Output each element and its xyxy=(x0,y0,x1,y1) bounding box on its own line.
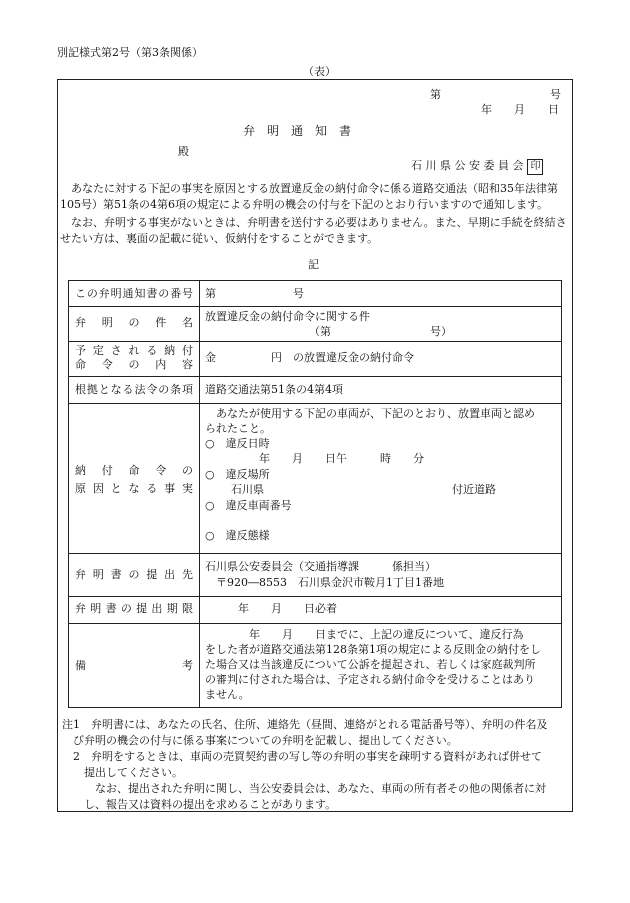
table-row-divider xyxy=(69,306,561,307)
note-3-line-1: なお、提出された弁明に関し、当公安委員会は、あなた、車両の所有者その他の関係者に対 xyxy=(62,782,546,795)
document-title: 弁 明 通 知 書 xyxy=(243,124,352,138)
row-subject-value-1: 放置違反金の納付命令に関する件 xyxy=(205,310,370,323)
note-3-line-2: し、報告又は資料の提出を求めることがあります。 xyxy=(62,798,337,811)
row-deadline-value: 年 月 日必着 xyxy=(205,602,337,615)
row-order-label-2: 命 令 の 内 容 xyxy=(75,358,193,371)
row-facts-label-1: 納 付 命 令 の xyxy=(75,464,193,477)
intro-paragraph-2: なお、弁明する事実がないときは、弁明書を送付する必要はありません。また、早期に手続を終結させたい方は、裏面の記載に従い、仮納付をすることができます。 xyxy=(60,216,567,245)
row-facts-item-datetime: ○ 違反日時 xyxy=(205,437,270,450)
row-facts-text-2: られたこと。 xyxy=(205,422,271,435)
row-facts-item-manner: ○ 違反態様 xyxy=(205,529,270,542)
row-remarks-text-4: の審判に付された場合は、予定される納付命令を受けることはあり xyxy=(205,673,535,686)
row-submit-to-label: 弁 明 書 の 提 出 先 xyxy=(75,568,193,581)
row-order-label-1: 予定される納付 xyxy=(75,344,193,357)
date-year: 年 xyxy=(481,103,492,116)
row-number-value: 第 号 xyxy=(205,287,304,300)
table-row-divider xyxy=(69,403,561,404)
ki-heading: 記 xyxy=(308,258,319,271)
row-facts-label-2: 原 因 と な る 事 実 xyxy=(75,482,193,495)
row-remarks-label: 備 考 xyxy=(75,659,193,672)
note-2-line-1: 2 弁明をするときは、車両の売買契約書の写し等の弁明の事実を疎明する資料があれば併せて xyxy=(62,750,542,763)
table-row-divider xyxy=(69,341,561,342)
issuer-line xyxy=(411,157,543,175)
row-number-label: この弁明通知書の番号 xyxy=(75,287,193,300)
row-remarks-text-1: 年 月 日までに、上記の違反について、違反行為 xyxy=(205,628,524,641)
row-subject-label: 弁 明 の 件 名 xyxy=(75,316,193,329)
number-prefix: 第 xyxy=(430,88,441,101)
table-row-divider xyxy=(69,596,561,597)
intro-paragraph-1: あなたに対する下記の事実を原因とする放置違反金の納付命令に係る道路交通法（昭和35年法律第105号）第51条の4第6項の規定による弁明の機会の付与を下記のとおり行いますので通知します。 xyxy=(60,182,558,211)
date-day: 日 xyxy=(548,103,559,116)
row-facts-place-road: 付近道路 xyxy=(452,483,496,496)
row-remarks-text-3: た場合又は当該違反について公訴を提起され、若しくは家庭裁判所 xyxy=(205,658,536,671)
seal-mark: 印 xyxy=(527,159,543,175)
row-submit-to-value-1: 石川県公安委員会（交通指導課 係担当） xyxy=(205,560,436,573)
note-2-line-2: 提出してください。 xyxy=(62,766,183,779)
row-submit-to-value-2: 〒920―8553 石川県金沢市鞍月1丁目1番地 xyxy=(205,576,444,589)
note-1-line-1: 注1 弁明書には、あなたの氏名、住所、連絡先（昼間、連絡がとれる電話番号等）、弁明の件名及 xyxy=(62,718,548,731)
note-1-line-2: び弁明の機会の付与に係る事案についての弁明を記載し、提出してください。 xyxy=(62,734,458,747)
table-column-divider xyxy=(199,281,200,707)
row-order-value: 金 円 の放置違反金の納付命令 xyxy=(205,351,414,364)
row-facts-place-prefecture: 石川県 xyxy=(231,483,264,496)
row-remarks-text-2: をした者が道路交通法第128条第1項の規定による反則金の納付をし xyxy=(205,643,541,656)
row-law-value: 道路交通法第51条の4第4項 xyxy=(205,383,343,396)
row-facts-item-place: ○ 違反場所 xyxy=(205,468,270,481)
row-remarks-text-5: ません。 xyxy=(205,688,250,701)
number-suffix: 号 xyxy=(550,88,561,101)
side-label: （表） xyxy=(303,65,336,78)
table-row-divider xyxy=(69,376,561,377)
row-facts-text-1: あなたが使用する下記の車両が、下記のとおり、放置車両と認め xyxy=(205,407,535,420)
form-number: 別記様式第2号（第3条関係） xyxy=(57,46,203,59)
table-row-divider xyxy=(69,623,561,624)
notice-table xyxy=(68,280,562,708)
table-row-divider xyxy=(69,553,561,554)
row-facts-item-vehicle: ○ 違反車両番号 xyxy=(205,499,292,512)
addressee-suffix: 殿 xyxy=(178,145,189,158)
row-deadline-label: 弁明書の提出期限 xyxy=(75,602,193,615)
date-month: 月 xyxy=(514,103,525,116)
row-law-label: 根拠となる法令の条項 xyxy=(75,383,193,396)
issuer-name: 石 川 県 公 安 委 員 会 xyxy=(411,159,524,172)
row-facts-datetime-detail: 年 月 日午 時 分 xyxy=(259,452,424,465)
row-subject-value-2: （第 号） xyxy=(309,325,452,338)
